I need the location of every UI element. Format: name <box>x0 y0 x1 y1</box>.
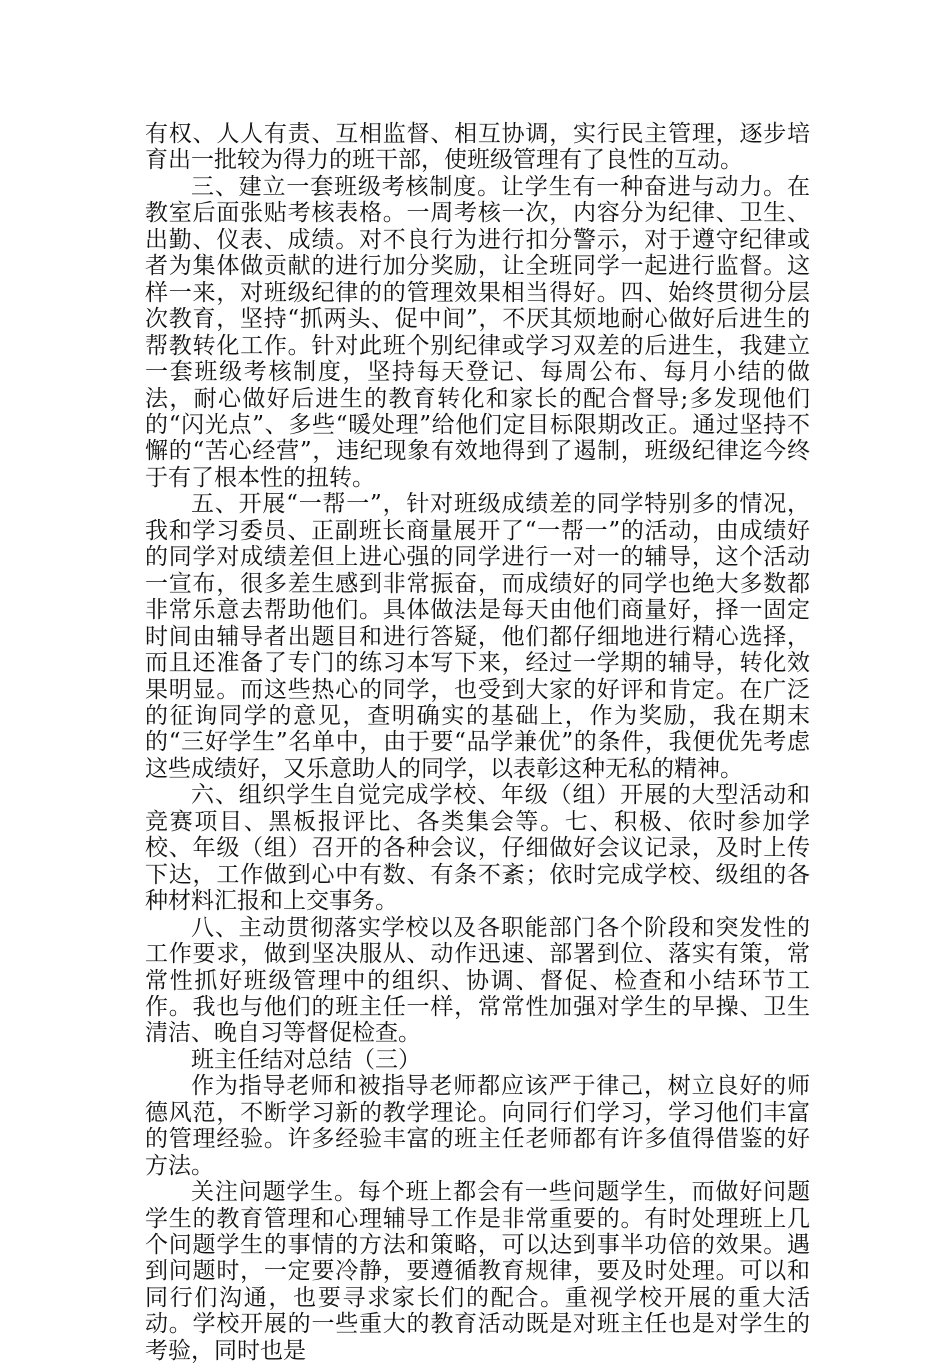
paragraph-section-five: 五、开展“一帮一”，针对班级成绩差的同学特别多的情况，我和学习委员、正副班长商量展开了“一帮一”的活动，由成绩好的同学对成绩差但上进心强的同学进行一对一的辅导，这个活动一宣布，很多差生感到非常振奋，而成绩好的同学也绝大多数都非常乐意去帮助他们。具体做法是每天由他们商量好，择一固定时间由辅导者出题目和进行答疑，他们都仔细地进行精心选择，而且还准备了专门的练习本写下来，经过一学期的辅导，转化效果明显。而这些热心的同学，也受到大家的好评和肯定。在广泛的征询同学的意见，查明确实的基础上，作为奖励，我在期末的“三好学生”名单中，由于要“品学兼优”的条件，我便优先考虑这些成绩好，又乐意助人的同学，以表彰这种无私的精神。 <box>145 491 810 782</box>
paragraph-section-six: 六、组织学生自觉完成学校、年级（组）开展的大型活动和竞赛项目、黑板报评比、各类集会等。七、积极、依时参加学校、年级（组）召开的各种会议，仔细做好会议记录，及时上传下达，工作做到心中有数、有条不紊；依时完成学校、级组的各种材料汇报和上交事务。 <box>145 782 810 915</box>
paragraph-mentoring: 作为指导老师和被指导老师都应该严于律己，树立良好的师德风范，不断学习新的教学理论。向同行们学习，学习他们丰富的管理经验。许多经验丰富的班主任老师都有许多值得借鉴的好方法。 <box>145 1073 810 1179</box>
paragraph-problem-students: 关注问题学生。每个班上都会有一些问题学生，而做好问题学生的教育管理和心理辅导工作是非常重要的。有时处理班上几个问题学生的事情的方法和策略，可以达到事半功倍的效果。遇到问题时，一定要冷静，要遵循教育规律，要及时处理。可以和同行们沟通，也要寻求家长们的配合。重视学校开展的重大活动。学校开展的一些重大的教育活动既是对班主任也是对学生的考验，同时也是 <box>145 1179 810 1364</box>
document-page <box>145 121 810 1364</box>
section-heading: 班主任结对总结（三） <box>191 1046 421 1073</box>
paragraph-section-three: 三、建立一套班级考核制度。让学生有一种奋进与动力。在教室后面张贴考核表格。一周考核一次，内容分为纪律、卫生、出勤、仪表、成绩。对不良行为进行扣分警示，对于遵守纪律或者为集体做贡献的进行加分奖励，让全班同学一起进行监督。这样一来，对班级纪律的的管理效果相当得好。四、始终贯彻分层次教育，坚持“抓两头、促中间”，不厌其烦地耐心做好后进生的帮教转化工作。针对此班个别纪律或学习双差的后进生，我建立一套班级考核制度，坚持每天登记、每周公布、每月小结的做法，耐心做好后进生的教育转化和家长的配合督导;多发现他们的“闪光点”、多些“暖处理”给他们定目标限期改正。通过坚持不懈的“苦心经营”，违纪现象有效地得到了遏制，班级纪律迄今终于有了根本性的扭转。 <box>145 173 810 491</box>
paragraph-continuation: 有权、人人有责、互相监督、相互协调，实行民主管理，逐步培育出一批较为得力的班干部，使班级管理有了良性的互动。 <box>145 121 810 174</box>
paragraph-section-eight: 八、主动贯彻落实学校以及各职能部门各个阶段和突发性的工作要求，做到坚决服从、动作迅速、部署到位、落实有策，常常性抓好班级管理中的组织、协调、督促、检查和小结环节工作。我也与他们的班主任一样，常常性加强对学生的早操、卫生清洁、晚自习等督促检查。 <box>145 914 810 1047</box>
